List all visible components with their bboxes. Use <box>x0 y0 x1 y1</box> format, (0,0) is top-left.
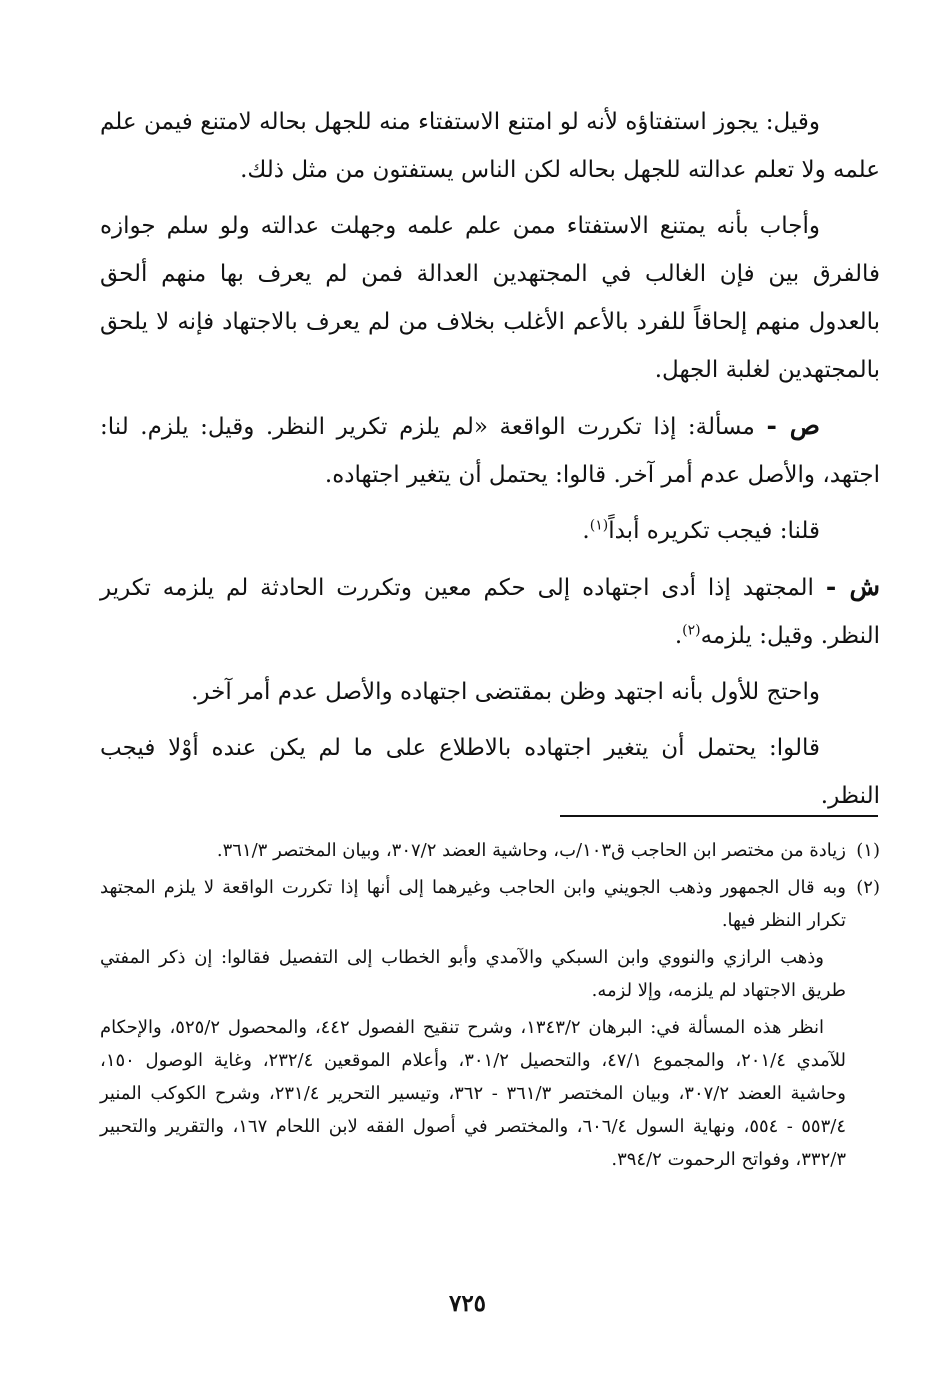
footnotes <box>100 834 880 1184</box>
sharh-paragraph <box>100 563 880 660</box>
qulna-text: قلنا: فيجب تكريره أبداً <box>608 518 820 544</box>
main-text <box>100 98 880 828</box>
footnote-separator <box>560 815 878 817</box>
footnote-body <box>100 834 846 867</box>
sad-marker: ص - <box>766 411 821 440</box>
footnote-ref-2[interactable]: (٢) <box>682 622 701 639</box>
footnote-2 <box>100 871 880 1180</box>
footnote-text: زيادة من مختصر ابن الحاجب ق١٠٣/ب، وحاشية العضد ٣٠٧/٢، وبيان المختصر ٣٦١/٣. <box>216 840 846 861</box>
qulna-paragraph <box>100 507 880 555</box>
footnote-ref-1[interactable]: (١) <box>589 517 609 534</box>
qulna-end: . <box>582 518 590 544</box>
footnote-text: وذهب الرازي والنووي وابن السبكي والآمدي وأبو الخطاب إلى التفصيل فقالوا: إن ذكر المفتي طريق الاجتهاد لم يلزمه، وإلا لزمه. <box>100 947 846 1001</box>
closing-paragraph-1: واحتج للأول بأنه اجتهد وظن بمقتضى اجتهاده والأصل عدم أمر آخر. <box>191 679 820 705</box>
paragraph-2: وأجاب بأنه يمتنع الاستفتاء ممن علم علمه وجهلت عدالته ولو سلم جوازه فالفرق بين فإن الغالب في المجتهدين العدالة فمن لم يعرف بها منهم ألحق بالعدول منهم إلحاقاً للفرد بالأعم الأغلب بخلاف من لم يعرف بالاجتهاد فإنه لا يلحق بالمجتهدين لغلبة الجهل. <box>100 213 880 383</box>
closing-paragraph-2: قالوا: يحتمل أن يتغير اجتهاده بالاطلاع على ما لم يكن عنده أوْلا فيجب النظر. <box>100 735 880 809</box>
footnote-number: (١) <box>856 840 880 861</box>
footnote-text: وبه قال الجمهور وذهب الجويني وابن الحاجب وغيرهما إلى أنها إذا تكررت الواقعة لا يلزم المجتهد تكرار النظر فيها. <box>100 877 846 931</box>
masala-text: مسألة: إذا تكررت الواقعة «لم يلزم تكرير النظر. وقيل: يلزم. لنا: اجتهد، والأصل عدم أمر آخر. قالوا: يحتمل أن يتغير اجتهاده. <box>100 414 880 488</box>
shin-marker: ش - <box>825 572 880 601</box>
footnote-1 <box>100 834 880 867</box>
paragraph-1: وقيل: يجوز استفتاؤه لأنه لو امتنع الاستفتاء منه للجهل بحاله لامتنع فيمن علم علمه ولا تعلم عدالته للجهل بحاله لكن الناس يستفتون من مثل ذلك. <box>100 109 880 183</box>
page-number: ٧٢٥ <box>448 1290 487 1317</box>
footnote-body <box>100 871 846 1180</box>
masala-paragraph <box>100 402 880 499</box>
footnote-text: انظر هذه المسألة في: البرهان ١٣٤٣/٢، وشرح تنقيح الفصول ٤٤٢، والمحصول ٥٢٥/٢، والإحكام للآمدي ٢٠١/٤، والمجموع ٤٧/١، والتحصيل ٣٠١/٢، وأعلام الموقعين ٢٣٢/٤، وغاية الوصول ١٥٠، وحاشية العضد ٣٠٧/٢، وبيان المختصر ٣٦١/٣ - ٣٦٢، وتيسير التحرير ٢٣١/٤، وشرح الكوكب المنير ٥٥٣/٤ - ٥٥٤، ونهاية السول ٦٠٦/٤، والمختصر في أصول الفقه لابن اللحام ١٦٧، والتقرير والتحبير ٣٣٢/٣، وفواتح الرحموت ٣٩٤/٢. <box>100 1017 847 1170</box>
sharh-end: . <box>674 623 683 649</box>
footnote-number: (٢) <box>856 877 880 898</box>
sharh-text: المجتهد إذا أدى اجتهاده إلى حكم معين وتكررت الحادثة لم يلزمه تكرير النظر. وقيل: يلزمه <box>100 575 880 649</box>
